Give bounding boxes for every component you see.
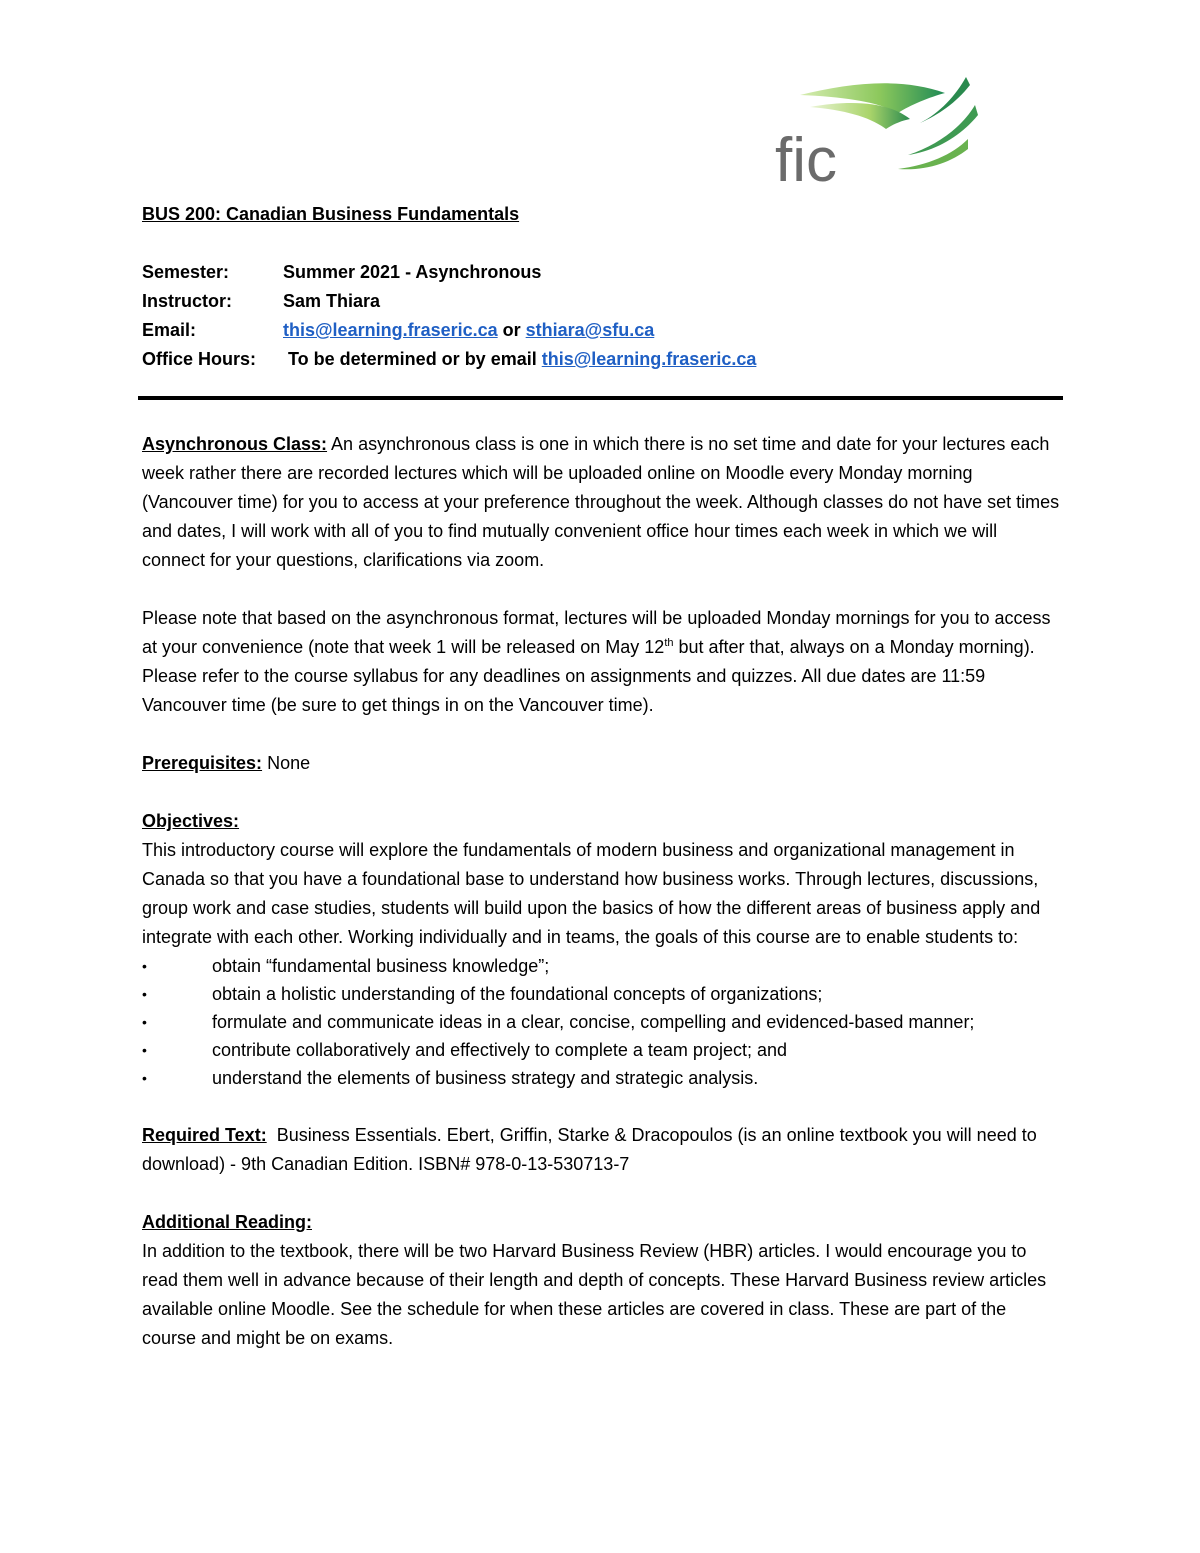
async-class-heading: Asynchronous Class: [142, 434, 328, 454]
bullet-icon: • [142, 1042, 147, 1058]
fic-logo-graphic [770, 55, 990, 195]
list-item-text: obtain “fundamental business knowledge”; [212, 956, 550, 976]
objectives-section [142, 807, 1064, 1092]
prerequisites-heading: Prerequisites: [142, 753, 263, 773]
course-title: BUS 200: Canadian Business Fundamentals [142, 204, 520, 224]
prerequisites-section [142, 749, 1064, 778]
list-item-text: understand the elements of business strategy and strategic analysis. [212, 1068, 759, 1088]
office-hours-label: Office Hours: [142, 349, 257, 369]
list-item [142, 1008, 1064, 1036]
required-text-value: Business Essentials. Ebert, Griffin, Starke & Dracopoulos (is an online textbook you will need to download) - 9th Canadian Edition. ISBN# 978-0-13-530713-7 [142, 1125, 1042, 1174]
email-label: Email: [142, 320, 197, 340]
instructor-row [142, 287, 1062, 316]
email-link-secondary[interactable]: sthiara@sfu.ca [525, 320, 655, 340]
syllabus-body [142, 430, 1064, 1353]
async-class-text: An asynchronous class is one in which there is no set time and date for your lectures each week rather there are recorded lectures which will be uploaded online on Moodle every Monday morning (Vancouver time) for you to access at your preference throughout the week. Although classes do not have set times and dates, I will work with all of you to find mutually convenient office hour times each week in which we will connect for your questions, clarifications via zoom. [142, 434, 1060, 570]
note-text-2: but after that, always on a Monday morning). Please refer to the course syllabus for any deadlines on assignments and quizzes. All due dates are 11:59 Vancouver time (be sure to get things in on the Vancouver time). [142, 637, 1035, 715]
office-hours-text: To be determined or by email [283, 349, 542, 369]
required-text-heading: Required Text: [142, 1125, 267, 1145]
course-header [142, 200, 1062, 374]
office-hours-values [283, 345, 756, 374]
objectives-text: This introductory course will explore the fundamentals of modern business and organizational management in Canada so that you have a foundational base to understand how business works. Through lectures, discussions, group work and case studies, students will build upon the basics of how the different areas of business apply and integrate with each other. Working individually and in teams, the goals of this course are to enable students to: [142, 840, 1041, 947]
instructor-label: Instructor: [142, 291, 232, 311]
async-class-section [142, 430, 1064, 575]
bullet-icon: • [142, 1070, 147, 1086]
bullet-icon: • [142, 986, 147, 1002]
note-section [142, 604, 1064, 720]
email-row [142, 316, 1062, 345]
additional-reading-text: In addition to the textbook, there will be two Harvard Business Review (HBR) articles. I would encourage you to read them well in advance because of their length and depth of concepts. These Harvard Business review articles available online Moodle. See the schedule for when these articles are covered in class. These are part of the course and might be on exams. [142, 1241, 1047, 1348]
semester-row [142, 258, 1062, 287]
prerequisites-value: None [262, 753, 311, 773]
list-item [142, 952, 1064, 980]
note-superscript: th [664, 637, 674, 649]
list-item-text: obtain a holistic understanding of the foundational concepts of organizations; [212, 984, 823, 1004]
semester-value: Summer 2021 - Asynchronous [283, 262, 542, 282]
office-hours-row [142, 345, 1062, 374]
fic-logo [770, 55, 990, 195]
instructor-value: Sam Thiara [283, 291, 381, 311]
additional-reading-section [142, 1208, 1064, 1353]
semester-label: Semester: [142, 262, 230, 282]
objectives-list [142, 952, 1064, 1092]
list-item-text: contribute collaboratively and effectively to complete a team project; and [212, 1040, 787, 1060]
email-values [283, 316, 654, 345]
header-divider [138, 396, 1063, 400]
list-item [142, 980, 1064, 1008]
list-item-text: formulate and communicate ideas in a clear, concise, compelling and evidenced-based manner; [212, 1012, 975, 1032]
objectives-heading: Objectives: [142, 811, 240, 831]
list-item [142, 1064, 1064, 1092]
list-item [142, 1036, 1064, 1064]
email-or: or [497, 320, 526, 340]
email-link-primary[interactable]: this@learning.fraseric.ca [283, 320, 498, 340]
note-text-1: Please note that based on the asynchronous format, lectures will be uploaded Monday mornings for you to access at your convenience (note that week 1 will be released on May 12 [142, 608, 1051, 657]
bullet-icon: • [142, 958, 147, 974]
additional-reading-heading: Additional Reading: [142, 1212, 312, 1232]
required-text-section [142, 1121, 1064, 1179]
office-hours-email-link[interactable]: this@learning.fraseric.ca [541, 349, 757, 369]
logo-text: fic [775, 126, 837, 195]
bullet-icon: • [142, 1014, 147, 1030]
